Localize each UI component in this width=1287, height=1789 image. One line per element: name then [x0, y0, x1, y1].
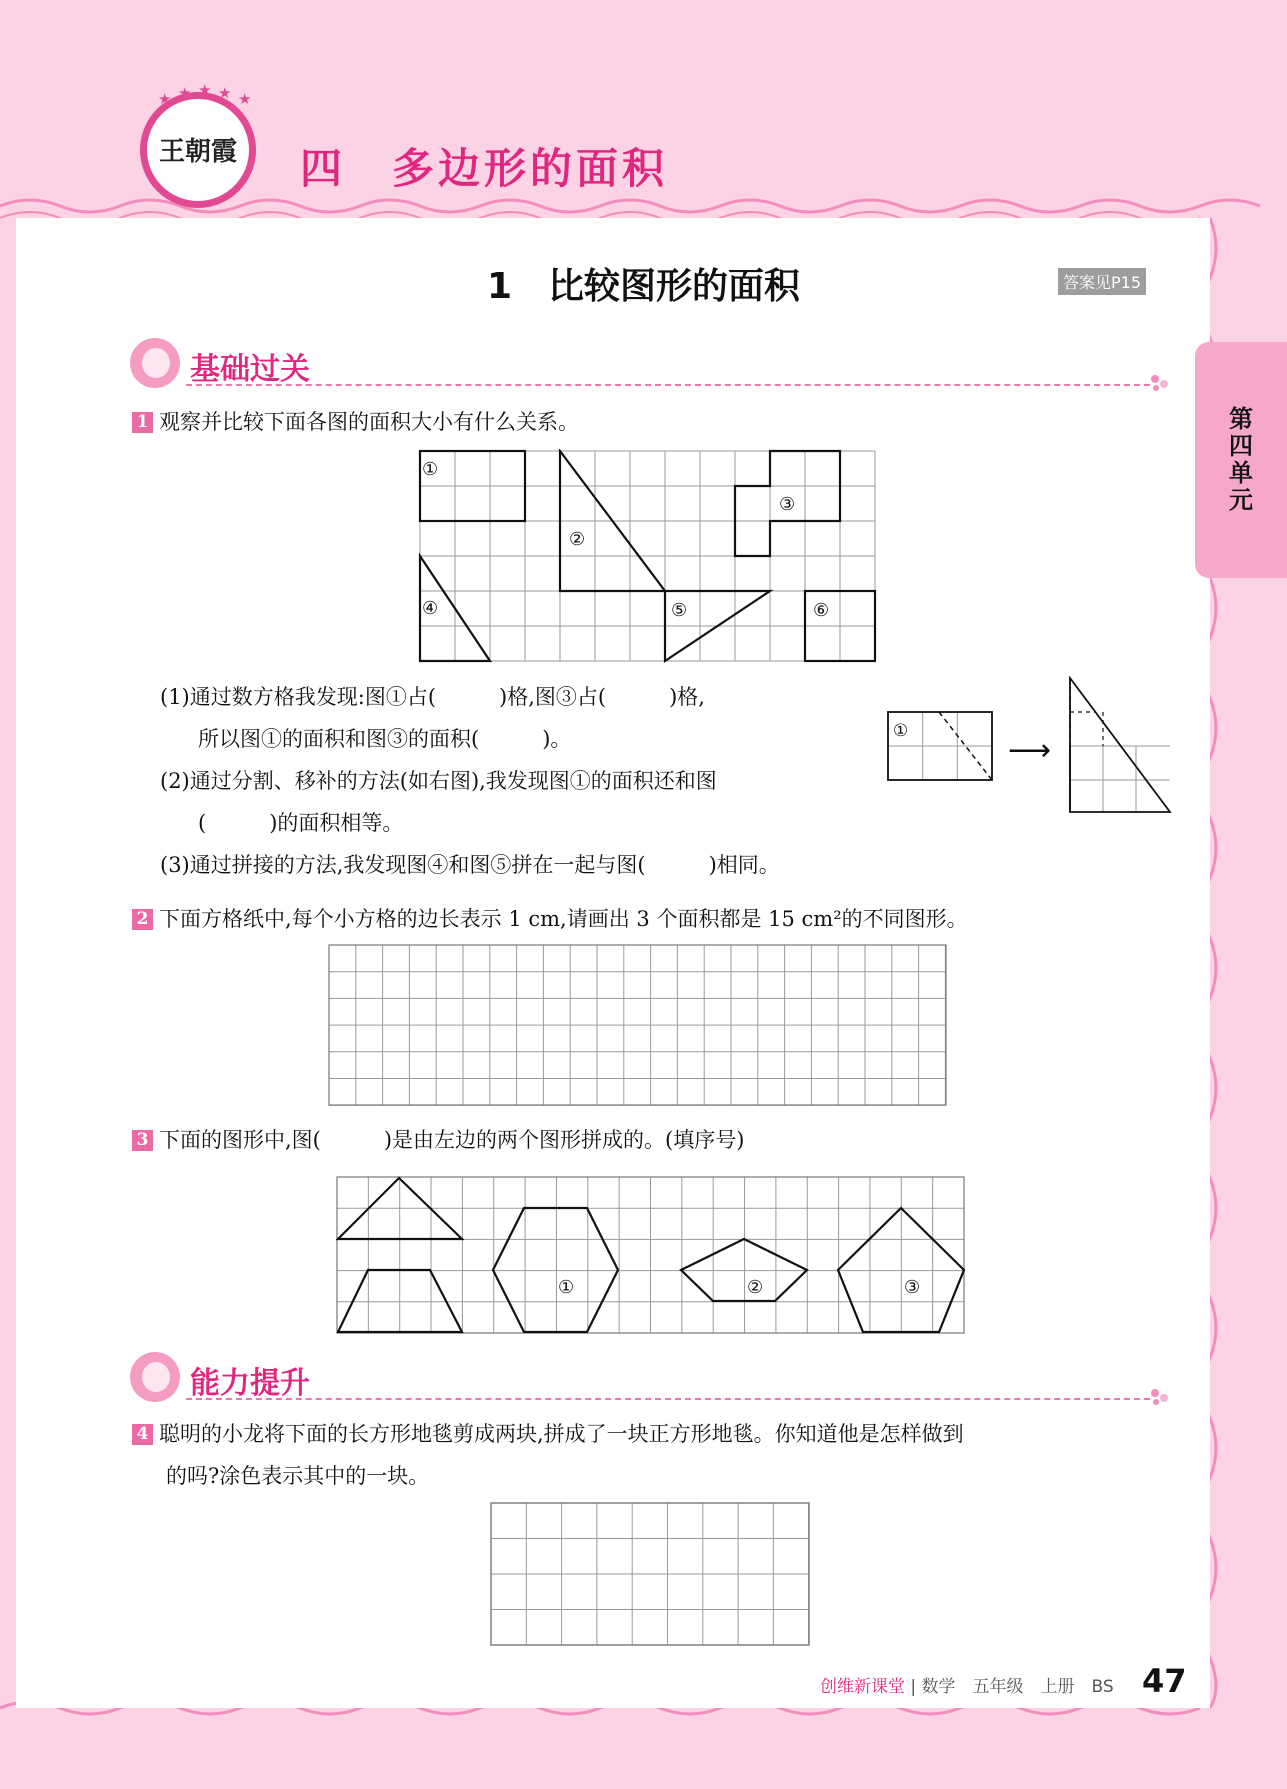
dots-icon: [1150, 374, 1170, 392]
star-icon: ★: [178, 84, 192, 102]
section-header-advanced: [130, 1352, 1170, 1404]
section-header-basic: [130, 338, 1170, 390]
figure-label: ③: [904, 1277, 921, 1298]
footer-subject: | 数学 五年级 上册 BS: [910, 1677, 1114, 1697]
figure-label: ⑥: [813, 600, 830, 621]
side-tab-label: 第四单元: [1229, 405, 1253, 514]
q1-part2-line1: (2)通过分割、移补的方法(如右图),我发现图①的面积还和图: [160, 769, 717, 793]
cut-move-illustration: [886, 676, 1172, 816]
figure-label: ①: [893, 721, 909, 741]
figure-label: ⑤: [671, 600, 688, 621]
question-3: [132, 1124, 744, 1154]
figure-label: ②: [747, 1277, 764, 1298]
question-4-line2: 的吗?涂色表示其中的一块。: [166, 1464, 430, 1488]
star-icon: ★: [218, 84, 232, 102]
q1-grid-figure: [418, 449, 882, 665]
brand-logo: [140, 92, 256, 208]
figure-label: ④: [422, 598, 439, 619]
dashed-divider: [186, 384, 1150, 386]
section-title: 基础过关: [190, 352, 310, 387]
question-4: [132, 1418, 964, 1448]
grid-lines: [329, 945, 945, 1105]
question-1: [132, 406, 579, 436]
question-text: 下面的图形中,图( )是由左边的两个图形拼成的。(填序号): [159, 1128, 745, 1152]
q4-carpet-grid[interactable]: [490, 1502, 810, 1646]
question-number: 4: [132, 1424, 153, 1445]
mascot-icon: [130, 338, 180, 388]
footer-info: [820, 1672, 1114, 1697]
logo-stars: [150, 81, 252, 108]
result-triangle: [1070, 678, 1170, 812]
question-number: 2: [132, 909, 153, 930]
figure-label: ①: [422, 459, 439, 480]
question-text: 下面方格纸中,每个小方格的边长表示 1 cm,请画出 3 个面积都是 15 cm²的不同图形。: [159, 907, 968, 931]
question-number: 1: [132, 412, 153, 433]
question-number: 3: [132, 1130, 153, 1151]
arrow-icon: ⟶: [1008, 733, 1052, 768]
grid-lines: [420, 451, 875, 661]
grid-lines: [337, 1177, 964, 1333]
figure-label: ①: [558, 1277, 575, 1298]
figure-label: ②: [569, 529, 586, 550]
star-icon: ★: [198, 81, 212, 99]
q1-part1-line2: 所以图①的面积和图③的面积( )。: [198, 727, 572, 751]
q2-drawing-grid[interactable]: [328, 944, 948, 1107]
hexagon-figure-1: [493, 1208, 618, 1332]
star-icon: ★: [158, 90, 172, 108]
page-number: 47: [1142, 1662, 1187, 1700]
question-text-line1: 聪明的小龙将下面的长方形地毯剪成两块,拼成了一块正方形地毯。你知道他是怎样做到: [159, 1422, 964, 1446]
question-text: 观察并比较下面各图的面积大小有什么关系。: [159, 410, 579, 434]
logo-name: 王朝霞: [158, 137, 237, 167]
mascot-icon: [130, 1352, 180, 1402]
kite-figure-2: [681, 1239, 807, 1301]
dots-icon: [1150, 1388, 1170, 1406]
grid-lines: [491, 1503, 809, 1645]
q1-part3: (3)通过拼接的方法,我发现图④和图⑤拼在一起与图( )相同。: [160, 853, 780, 877]
figure-label: ③: [779, 494, 796, 515]
unit-title: 四 多边形的面积: [300, 144, 669, 193]
section-title: 能力提升: [190, 1366, 310, 1401]
q1-part2-line2: ( )的面积相等。: [198, 811, 404, 835]
lesson-title: 1 比较图形的面积: [486, 266, 801, 307]
q1-part1-line1: (1)通过数方格我发现:图①占( )格,图③占( )格,: [160, 685, 705, 709]
star-icon: ★: [238, 90, 252, 108]
dashed-divider: [186, 1398, 1150, 1400]
footer-brand: 创维新课堂: [820, 1677, 905, 1697]
answer-reference-badge: 答案见P15: [1058, 268, 1146, 295]
question-2: [132, 903, 968, 933]
q3-grid-figure: [336, 1176, 966, 1334]
unit-side-tab: [1195, 342, 1287, 578]
